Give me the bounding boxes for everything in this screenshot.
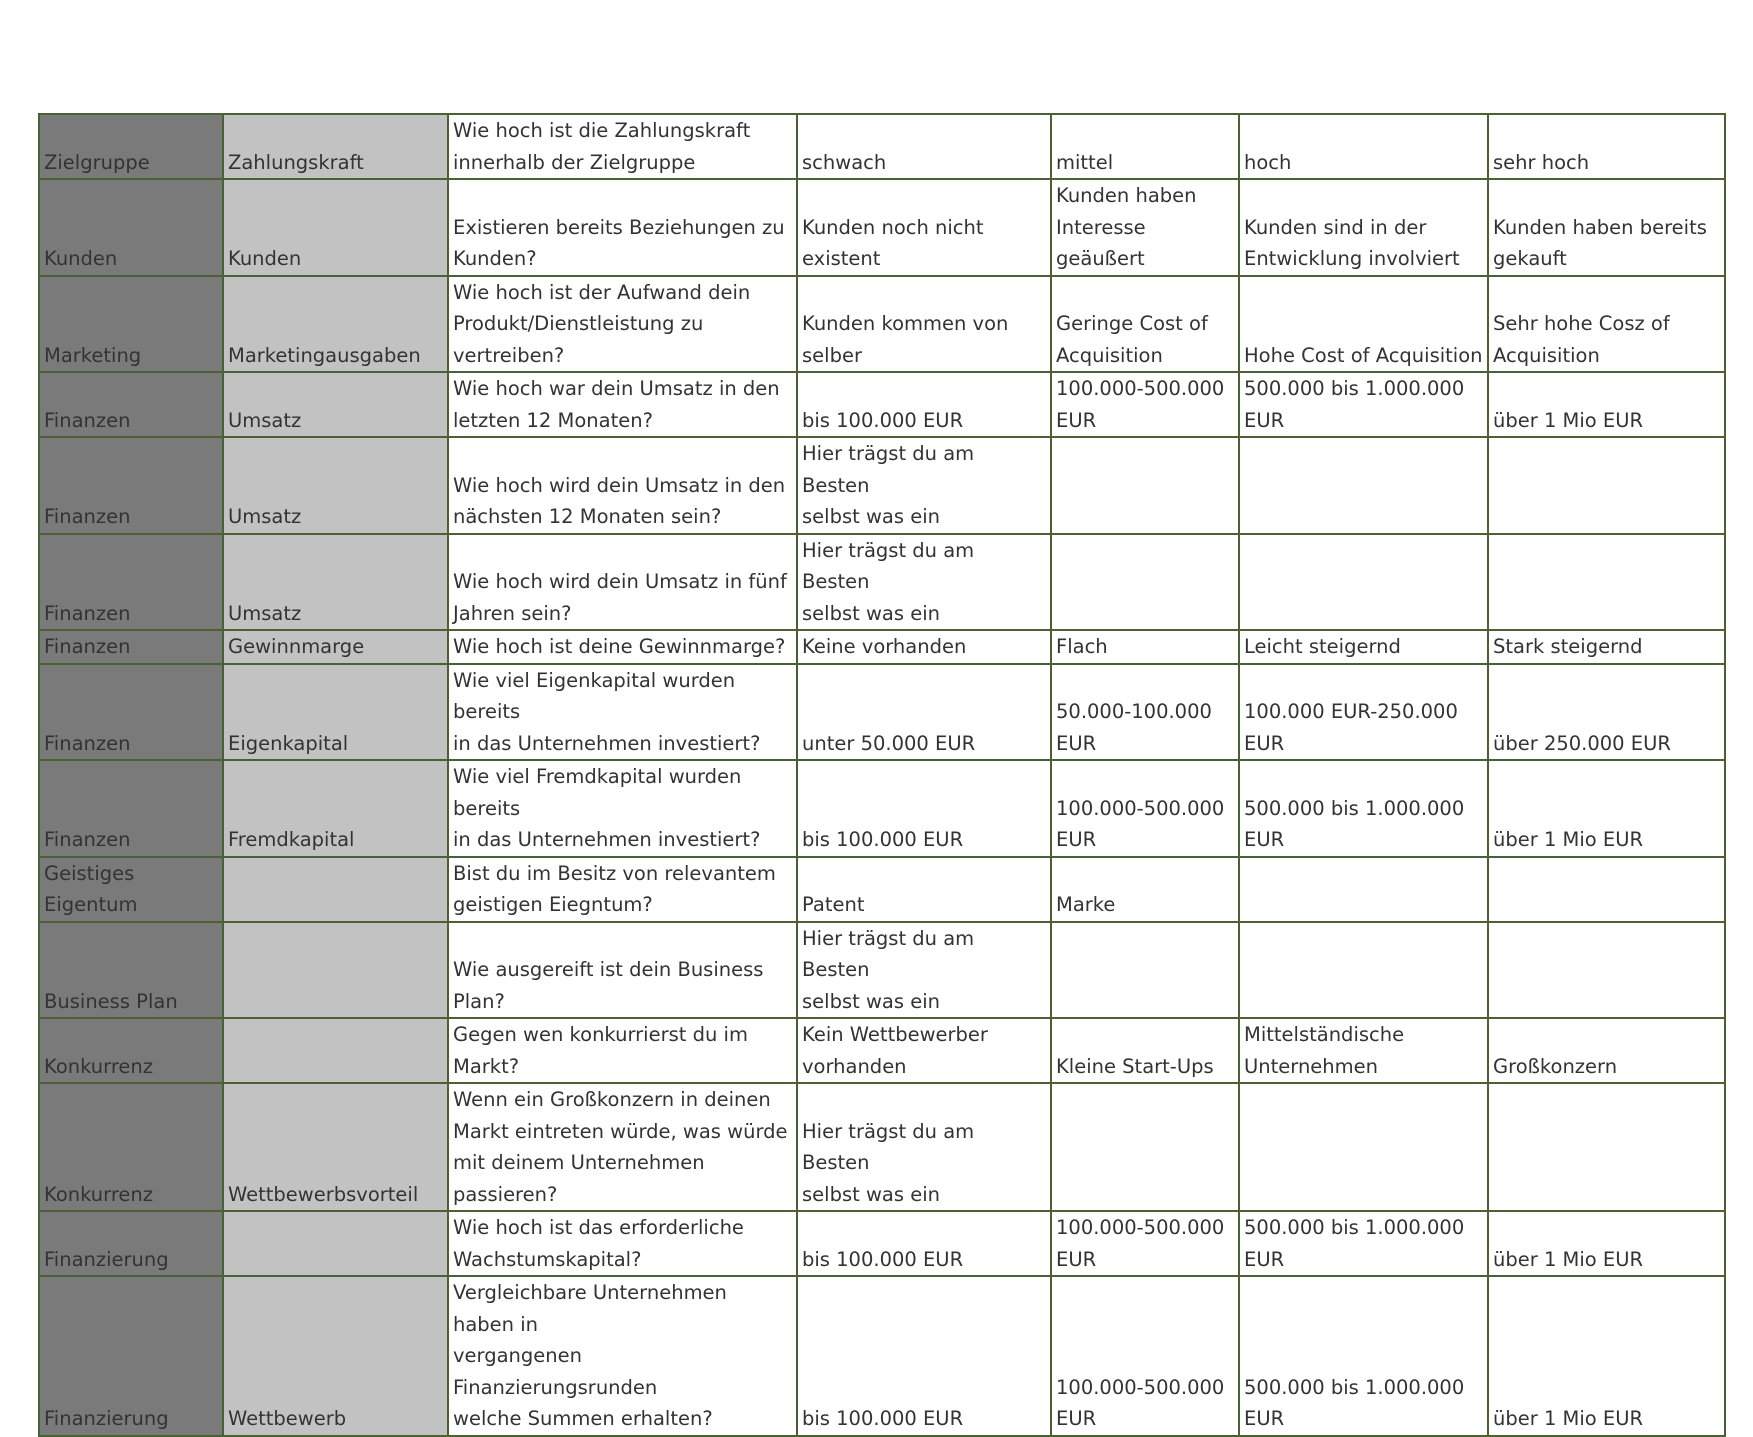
option-2-cell <box>1051 1083 1239 1211</box>
question-cell: Wie ausgereift ist dein Business Plan? <box>448 922 797 1019</box>
option-1-cell: bis 100.000 EUR <box>797 760 1051 857</box>
category-cell: Finanzierung <box>39 1276 223 1436</box>
option-3-cell <box>1239 1083 1488 1211</box>
option-1-cell: Kunden noch nicht existent <box>797 179 1051 276</box>
option-1-cell: Kunden kommen von selber <box>797 276 1051 373</box>
option-2-cell <box>1051 922 1239 1019</box>
option-1-cell: unter 50.000 EUR <box>797 664 1051 761</box>
category-cell: Geistiges Eigentum <box>39 857 223 922</box>
table-body <box>39 114 1725 1436</box>
option-3-cell: Mittelständische Unternehmen <box>1239 1018 1488 1083</box>
table-row <box>39 179 1725 276</box>
subcategory-cell <box>223 922 448 1019</box>
option-3-cell: Leicht steigernd <box>1239 630 1488 664</box>
category-cell: Finanzen <box>39 372 223 437</box>
option-2-cell: 50.000-100.000 EUR <box>1051 664 1239 761</box>
subcategory-cell: Gewinnmarge <box>223 630 448 664</box>
option-2-cell: mittel <box>1051 114 1239 179</box>
option-3-cell: 500.000 bis 1.000.000 EUR <box>1239 1211 1488 1276</box>
category-cell: Kunden <box>39 179 223 276</box>
option-2-cell: Geringe Cost of Acquisition <box>1051 276 1239 373</box>
option-1-cell: Hier trägst du am Besten selbst was ein <box>797 922 1051 1019</box>
option-2-cell <box>1051 534 1239 631</box>
question-cell: Wie viel Fremdkapital wurden bereits in das Unternehmen investiert? <box>448 760 797 857</box>
assessment-table <box>38 113 1726 1437</box>
category-cell: Konkurrenz <box>39 1018 223 1083</box>
option-4-cell <box>1488 857 1725 922</box>
option-1-cell: bis 100.000 EUR <box>797 1211 1051 1276</box>
option-4-cell: sehr hoch <box>1488 114 1725 179</box>
option-1-cell: Keine vorhanden <box>797 630 1051 664</box>
option-1-cell: Hier trägst du am Besten selbst was ein <box>797 534 1051 631</box>
category-cell: Finanzen <box>39 630 223 664</box>
table-row <box>39 1018 1725 1083</box>
option-1-cell: Kein Wettbewerber vorhanden <box>797 1018 1051 1083</box>
table-row <box>39 664 1725 761</box>
option-2-cell: 100.000-500.000 EUR <box>1051 760 1239 857</box>
option-2-cell: Marke <box>1051 857 1239 922</box>
category-cell: Konkurrenz <box>39 1083 223 1211</box>
subcategory-cell: Umsatz <box>223 437 448 534</box>
option-3-cell: 500.000 bis 1.000.000 EUR <box>1239 760 1488 857</box>
category-cell: Business Plan <box>39 922 223 1019</box>
question-cell: Wie viel Eigenkapital wurden bereits in das Unternehmen investiert? <box>448 664 797 761</box>
subcategory-cell: Kunden <box>223 179 448 276</box>
question-cell: Wenn ein Großkonzern in deinen Markt eintreten würde, was würde mit deinem Unternehmen passieren? <box>448 1083 797 1211</box>
category-cell: Finanzierung <box>39 1211 223 1276</box>
option-3-cell <box>1239 922 1488 1019</box>
table-row <box>39 857 1725 922</box>
question-cell: Wie hoch wird dein Umsatz in den nächsten 12 Monaten sein? <box>448 437 797 534</box>
option-3-cell <box>1239 534 1488 631</box>
table-row <box>39 1211 1725 1276</box>
question-cell: Wie hoch war dein Umsatz in den letzten 12 Monaten? <box>448 372 797 437</box>
option-2-cell: 100.000-500.000 EUR <box>1051 1276 1239 1436</box>
subcategory-cell <box>223 857 448 922</box>
option-4-cell: Großkonzern <box>1488 1018 1725 1083</box>
subcategory-cell: Fremdkapital <box>223 760 448 857</box>
question-cell: Wie hoch wird dein Umsatz in fünf Jahren sein? <box>448 534 797 631</box>
option-1-cell: Hier trägst du am Besten selbst was ein <box>797 437 1051 534</box>
option-2-cell <box>1051 437 1239 534</box>
category-cell: Finanzen <box>39 437 223 534</box>
table-row <box>39 437 1725 534</box>
category-cell: Marketing <box>39 276 223 373</box>
question-cell: Vergleichbare Unternehmen haben in vergangenen Finanzierungsrunden welche Summen erhalten? <box>448 1276 797 1436</box>
table-row <box>39 1276 1725 1436</box>
option-1-cell: bis 100.000 EUR <box>797 372 1051 437</box>
option-1-cell: Hier trägst du am Besten selbst was ein <box>797 1083 1051 1211</box>
subcategory-cell: Wettbewerbsvorteil <box>223 1083 448 1211</box>
option-3-cell: 500.000 bis 1.000.000 EUR <box>1239 372 1488 437</box>
option-3-cell: 500.000 bis 1.000.000 EUR <box>1239 1276 1488 1436</box>
table-row <box>39 534 1725 631</box>
subcategory-cell: Marketingausgaben <box>223 276 448 373</box>
table-row <box>39 760 1725 857</box>
category-cell: Finanzen <box>39 664 223 761</box>
table-row <box>39 630 1725 664</box>
table-row <box>39 114 1725 179</box>
option-4-cell: über 1 Mio EUR <box>1488 1211 1725 1276</box>
option-4-cell: Kunden haben bereits gekauft <box>1488 179 1725 276</box>
option-2-cell: Kleine Start-Ups <box>1051 1018 1239 1083</box>
option-3-cell: Kunden sind in der Entwicklung involviert <box>1239 179 1488 276</box>
option-2-cell: Flach <box>1051 630 1239 664</box>
option-4-cell: über 1 Mio EUR <box>1488 1276 1725 1436</box>
question-cell: Wie hoch ist die Zahlungskraft innerhalb der Zielgruppe <box>448 114 797 179</box>
option-4-cell <box>1488 534 1725 631</box>
option-4-cell: über 250.000 EUR <box>1488 664 1725 761</box>
option-4-cell: über 1 Mio EUR <box>1488 372 1725 437</box>
option-2-cell: Kunden haben Interesse geäußert <box>1051 179 1239 276</box>
question-cell: Existieren bereits Beziehungen zu Kunden? <box>448 179 797 276</box>
subcategory-cell <box>223 1018 448 1083</box>
table-row <box>39 372 1725 437</box>
option-4-cell <box>1488 1083 1725 1211</box>
option-4-cell <box>1488 437 1725 534</box>
subcategory-cell <box>223 1211 448 1276</box>
option-3-cell <box>1239 437 1488 534</box>
option-2-cell: 100.000-500.000 EUR <box>1051 1211 1239 1276</box>
option-1-cell: Patent <box>797 857 1051 922</box>
question-cell: Bist du im Besitz von relevantem geistigen Eiegntum? <box>448 857 797 922</box>
option-4-cell <box>1488 922 1725 1019</box>
option-1-cell: schwach <box>797 114 1051 179</box>
question-cell: Gegen wen konkurrierst du im Markt? <box>448 1018 797 1083</box>
option-4-cell: über 1 Mio EUR <box>1488 760 1725 857</box>
table-row <box>39 1083 1725 1211</box>
subcategory-cell: Eigenkapital <box>223 664 448 761</box>
option-3-cell: hoch <box>1239 114 1488 179</box>
option-2-cell: 100.000-500.000 EUR <box>1051 372 1239 437</box>
option-3-cell: 100.000 EUR-250.000 EUR <box>1239 664 1488 761</box>
subcategory-cell: Umsatz <box>223 534 448 631</box>
option-4-cell: Sehr hohe Cosz of Acquisition <box>1488 276 1725 373</box>
category-cell: Zielgruppe <box>39 114 223 179</box>
category-cell: Finanzen <box>39 534 223 631</box>
table-row <box>39 922 1725 1019</box>
option-3-cell <box>1239 857 1488 922</box>
subcategory-cell: Wettbewerb <box>223 1276 448 1436</box>
option-1-cell: bis 100.000 EUR <box>797 1276 1051 1436</box>
option-3-cell: Hohe Cost of Acquisition <box>1239 276 1488 373</box>
question-cell: Wie hoch ist der Aufwand dein Produkt/Dienstleistung zu vertreiben? <box>448 276 797 373</box>
option-4-cell: Stark steigernd <box>1488 630 1725 664</box>
question-cell: Wie hoch ist das erforderliche Wachstumskapital? <box>448 1211 797 1276</box>
subcategory-cell: Umsatz <box>223 372 448 437</box>
table-row <box>39 276 1725 373</box>
category-cell: Finanzen <box>39 760 223 857</box>
subcategory-cell: Zahlungskraft <box>223 114 448 179</box>
question-cell: Wie hoch ist deine Gewinnmarge? <box>448 630 797 664</box>
